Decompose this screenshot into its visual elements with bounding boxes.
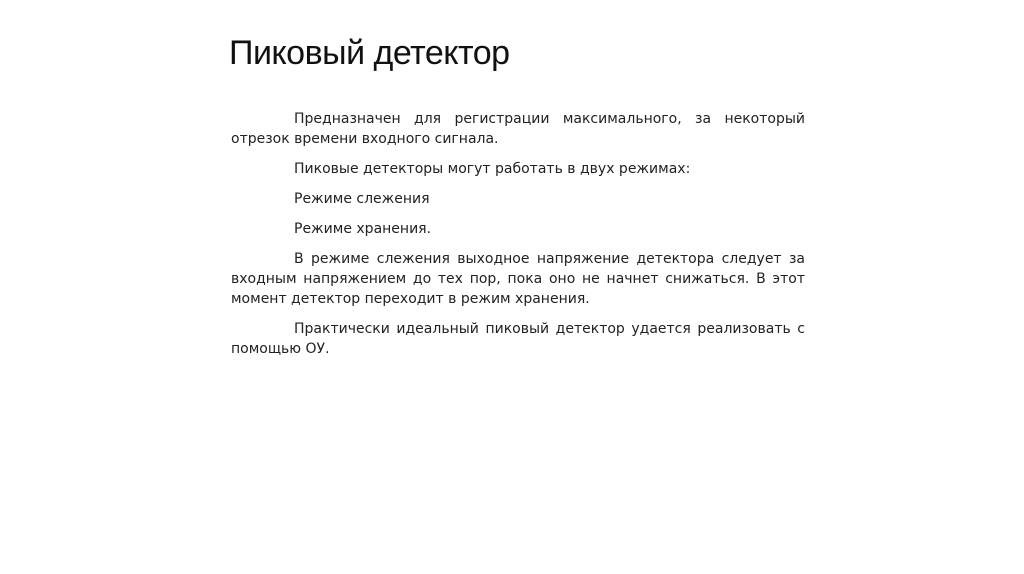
paragraph-op-amp-implementation: Практически идеальный пиковый детектор удается реализовать с помощью ОУ. (231, 321, 805, 357)
paragraph-hold-mode: Режиме хранения. (294, 221, 432, 237)
slide-title: Пиковый детектор (229, 34, 510, 72)
paragraph-purpose: Предназначен для регистрации максимального, за некоторый отрезок времени входного сигнала. (231, 111, 805, 147)
paragraph-modes-intro: Пиковые детекторы могут работать в двух режимах: (294, 161, 691, 177)
paragraph-tracking-mode: Режиме слежения (294, 191, 430, 207)
paragraph-tracking-description: В режиме слежения выходное напряжение детектора следует за входным напряжением до тех пор, пока оно не начнет снижаться. В этот момент детектор переходит в режим хранения. (231, 251, 805, 307)
slide-body (231, 109, 805, 369)
